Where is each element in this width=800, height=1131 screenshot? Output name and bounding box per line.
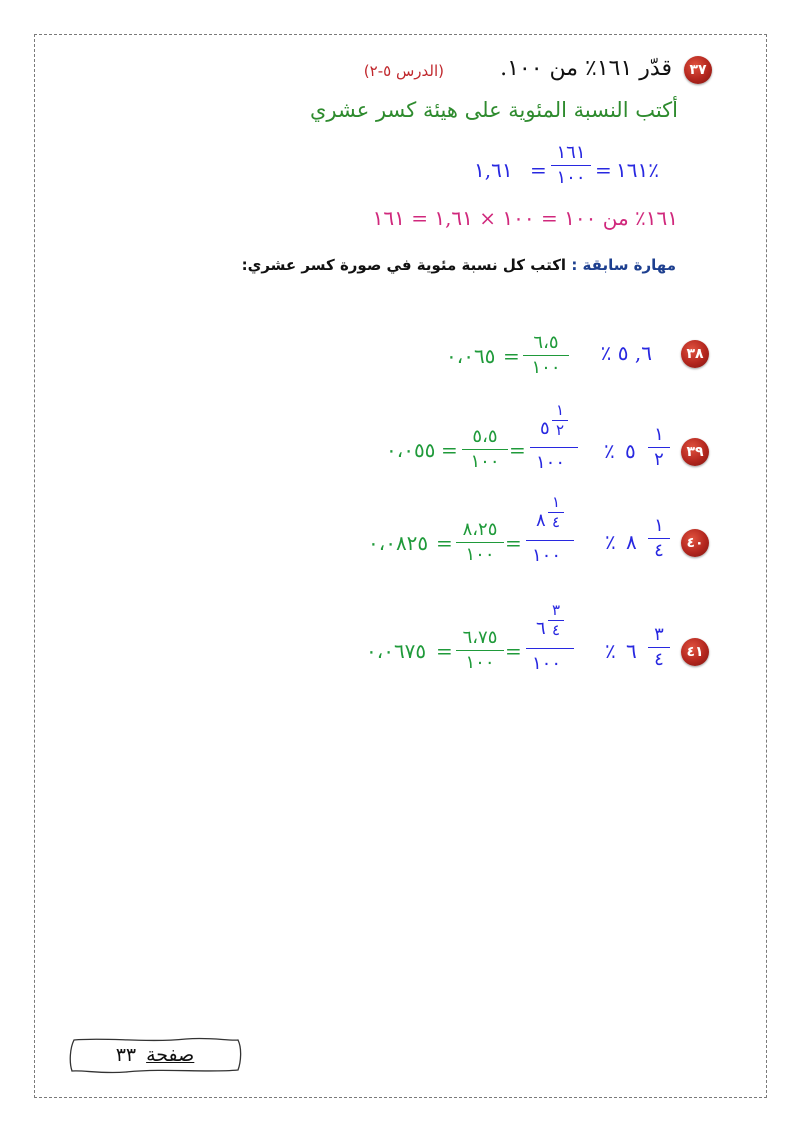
problem-40-result: ٠،٠٨٢٥ — [368, 531, 429, 555]
instruction-text: أكتب النسبة المئوية على هيئة كسر عشري — [309, 98, 678, 122]
fraction-denominator: ٤ — [654, 540, 664, 561]
equation1-percent: ١٦١٪ — [616, 158, 659, 182]
fraction-denominator: ١٠٠ — [470, 451, 500, 472]
equation1-fraction — [551, 142, 591, 189]
inner-fraction — [548, 602, 564, 639]
problem-41-given-fraction — [648, 624, 670, 671]
page-number: ٣٣ — [115, 1044, 137, 1066]
problem-39-percent-sign: ٪ — [604, 439, 615, 463]
equals-sign: = — [441, 438, 458, 462]
fraction-bar — [526, 648, 574, 649]
equation2: ١٦١٪ من ١٠٠ = ١٠٠ × ١,٦١ = ١٦١ — [372, 206, 678, 230]
fraction-bar — [526, 540, 574, 541]
fraction-bar — [648, 447, 670, 448]
fraction-bar — [456, 542, 504, 543]
page-word: صفحة — [146, 1044, 195, 1066]
fraction-numerator: ٣ — [654, 624, 664, 645]
problem-39-given-fraction — [648, 424, 670, 471]
problem-41-result: ٠،٠٦٧٥ — [366, 639, 427, 663]
problem-41-badge: ٤١ — [681, 638, 709, 666]
lesson-reference: (الدرس ٥-٢) — [363, 62, 444, 80]
fraction-denominator: ٤ — [551, 513, 561, 531]
problem-41-given-whole: ٦ — [626, 639, 637, 663]
fraction-denominator: ٢ — [654, 449, 664, 470]
fraction-bar — [551, 165, 591, 166]
fraction-denominator: ٤ — [654, 649, 664, 670]
problem-40-percent-sign: ٪ — [605, 530, 616, 554]
fraction-numerator: ١ — [551, 493, 561, 511]
problem-41-fraction — [456, 627, 504, 674]
problem-39-fraction — [462, 426, 508, 473]
fraction-denominator: ١٠٠ — [531, 357, 561, 378]
problem-39-badge: ٣٩ — [681, 438, 709, 466]
equation1-decimal: ١,٦١ — [474, 158, 513, 182]
fraction-denominator: ١٠٠ — [465, 652, 495, 673]
equals-sign: = — [509, 438, 526, 462]
fraction-denominator: ١٠٠ — [536, 452, 566, 473]
equals-sign: = — [530, 158, 547, 182]
fraction-denominator: ١٠٠ — [532, 653, 562, 674]
fraction-bar — [648, 538, 670, 539]
fraction-bar — [462, 449, 508, 450]
equals-sign: = — [595, 158, 612, 182]
mixed-whole: ٥ — [540, 418, 550, 439]
fraction-denominator: ٤ — [551, 621, 561, 639]
fraction-numerator: ٨،٢٥ — [462, 519, 498, 540]
problem-40-badge: ٤٠ — [681, 529, 709, 557]
equals-sign: = — [436, 639, 453, 663]
problem-38-given: ٦, ٥ ٪ — [600, 341, 652, 365]
inner-fraction — [548, 494, 564, 531]
equals-sign: = — [503, 344, 520, 368]
equals-sign: = — [436, 531, 453, 555]
fraction-denominator: ١٠٠ — [532, 545, 562, 566]
problem-38-badge: ٣٨ — [681, 340, 709, 368]
problem-39-result: ٠،٠٥٥ — [386, 438, 436, 462]
mixed-whole: ٦ — [536, 618, 546, 639]
fraction-numerator: ٦،٥ — [533, 332, 559, 353]
problem-38-result: ٠،٠٦٥ — [446, 344, 496, 368]
question-title: قدّر ١٦١٪ من ١٠٠. — [500, 56, 672, 81]
fraction-bar — [456, 650, 504, 651]
skill-label: مهارة سابقة : — [571, 256, 676, 274]
fraction-bar — [648, 647, 670, 648]
problem-40-fraction — [456, 519, 504, 566]
fraction-bar — [530, 447, 578, 448]
equals-sign: = — [505, 531, 522, 555]
skill-text: اكتب كل نسبة مئوية في صورة كسر عشري: — [241, 256, 567, 274]
fraction-denominator: ١٠٠ — [465, 544, 495, 565]
problem-40-given-whole: ٨ — [626, 530, 637, 554]
problem-38-fraction — [523, 332, 569, 379]
equals-sign: = — [505, 639, 522, 663]
problem-41-percent-sign: ٪ — [605, 639, 616, 663]
page-frame — [34, 34, 767, 1098]
question-number-badge: ٣٧ — [684, 56, 712, 84]
problem-39-given-whole: ٥ — [625, 439, 636, 463]
fraction-numerator: ٥،٥ — [472, 426, 498, 447]
problem-40-given-fraction — [648, 515, 670, 562]
fraction-numerator: ٦،٧٥ — [462, 627, 498, 648]
fraction-numerator: ١ — [654, 424, 664, 445]
fraction-denominator: ٢ — [555, 421, 565, 439]
fraction-numerator: ١ — [654, 515, 664, 536]
problem-40-mixed-fraction — [524, 494, 576, 570]
fraction-numerator: ٣ — [551, 601, 561, 619]
inner-fraction — [552, 402, 568, 439]
skill-heading — [242, 256, 676, 274]
problem-39-mixed-fraction — [528, 402, 580, 476]
mixed-whole: ٨ — [536, 510, 546, 531]
problem-41-mixed-fraction — [524, 602, 576, 678]
fraction-bar — [523, 355, 569, 356]
fraction-denominator: ١٠٠ — [556, 167, 586, 188]
fraction-numerator: ١ — [555, 401, 565, 419]
page-label — [66, 1036, 244, 1074]
fraction-numerator: ١٦١ — [556, 142, 586, 163]
